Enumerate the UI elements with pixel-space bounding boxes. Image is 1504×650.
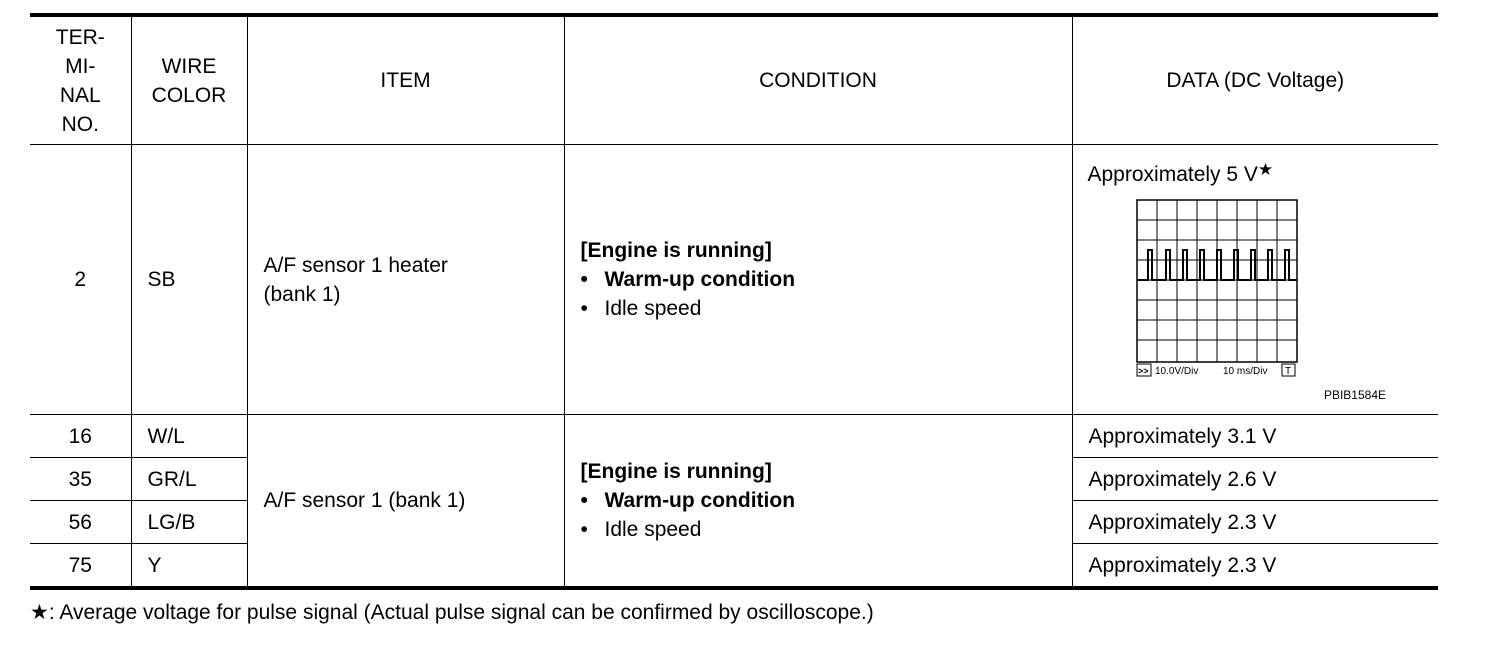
bullet-dot: • — [580, 518, 588, 541]
header-wire-line2: COLOR — [151, 83, 227, 107]
condition-bullet — [581, 265, 1072, 294]
header-wire-color — [131, 15, 247, 145]
figure-id: PBIB1584E — [1323, 388, 1386, 402]
condition-bullet-text: Idle speed — [604, 518, 702, 541]
item-cell: A/F sensor 1 (bank 1) — [247, 415, 564, 589]
data-cell: Approximately 2.3 V — [1072, 544, 1438, 589]
bullet-dot: • — [580, 268, 588, 291]
wire-color-cell: GR/L — [131, 458, 247, 501]
header-terminal-line2: MI- — [65, 54, 96, 78]
condition-cell — [564, 415, 1072, 589]
bullet-dot: • — [580, 489, 588, 512]
scope-time-div: 10 ms/Div — [1222, 366, 1267, 377]
footnote-text: : Average voltage for pulse signal (Actual pulse signal can be confirmed by oscilloscope.) — [48, 601, 874, 624]
data-cell: Approximately 2.3 V — [1072, 501, 1438, 544]
star-mark: ★ — [1257, 160, 1274, 179]
wire-color-cell: SB — [131, 145, 247, 415]
scope-right-mark: T — [1284, 366, 1291, 377]
header-data: DATA (DC Voltage) — [1072, 15, 1438, 145]
header-item: ITEM — [247, 15, 564, 145]
data-cell: Approximately 3.1 V — [1072, 415, 1438, 458]
condition-cell — [564, 145, 1072, 415]
data-cell: Approximately 2.6 V — [1072, 458, 1438, 501]
scope-volt-div: 10.0V/Div — [1154, 366, 1198, 377]
terminal-cell: 56 — [30, 501, 131, 544]
wire-color-cell: Y — [131, 544, 247, 589]
terminal-cell: 16 — [30, 415, 131, 458]
terminal-cell: 75 — [30, 544, 131, 589]
header-condition: CONDITION — [564, 15, 1072, 145]
item-line2: (bank 1) — [263, 282, 341, 306]
header-terminal-line4: NO. — [61, 112, 99, 136]
data-cell — [1072, 145, 1438, 415]
data-value — [1088, 155, 1439, 189]
condition-bullet — [581, 515, 1072, 544]
footnote-star-mark: ★ — [30, 601, 49, 624]
header-terminal-line1: TER- — [55, 25, 105, 49]
condition-bullet — [581, 294, 1072, 323]
condition-bullet-text: Warm-up condition — [604, 268, 796, 291]
wire-color-cell: W/L — [131, 415, 247, 458]
scope-footer — [1137, 364, 1295, 377]
wire-color-cell: LG/B — [131, 501, 247, 544]
header-terminal-no — [30, 15, 131, 145]
footnote — [30, 598, 874, 627]
header-terminal-line3: NAL — [59, 83, 101, 107]
terminal-cell: 35 — [30, 458, 131, 501]
condition-bullet-text: Idle speed — [604, 297, 702, 320]
pulse-waveform — [1137, 250, 1297, 280]
bullet-dot: • — [580, 297, 588, 320]
terminal-data-table — [30, 13, 1438, 590]
table-row — [30, 145, 1438, 415]
scope-left-mark: >> — [1137, 366, 1149, 376]
data-value-text: Approximately 5 V — [1087, 163, 1258, 186]
table-row — [30, 415, 1438, 458]
oscilloscope-waveform-figure — [1136, 199, 1306, 381]
condition-title: [Engine is running] — [580, 239, 772, 262]
condition-bullet-text: Warm-up condition — [604, 489, 796, 512]
item-cell — [247, 145, 564, 415]
item-line1: A/F sensor 1 heater — [263, 253, 448, 277]
header-wire-line1: WIRE — [161, 54, 217, 78]
condition-bullet — [581, 486, 1072, 515]
condition-title: [Engine is running] — [580, 460, 772, 483]
terminal-cell: 2 — [30, 145, 131, 415]
header-row — [30, 15, 1438, 145]
